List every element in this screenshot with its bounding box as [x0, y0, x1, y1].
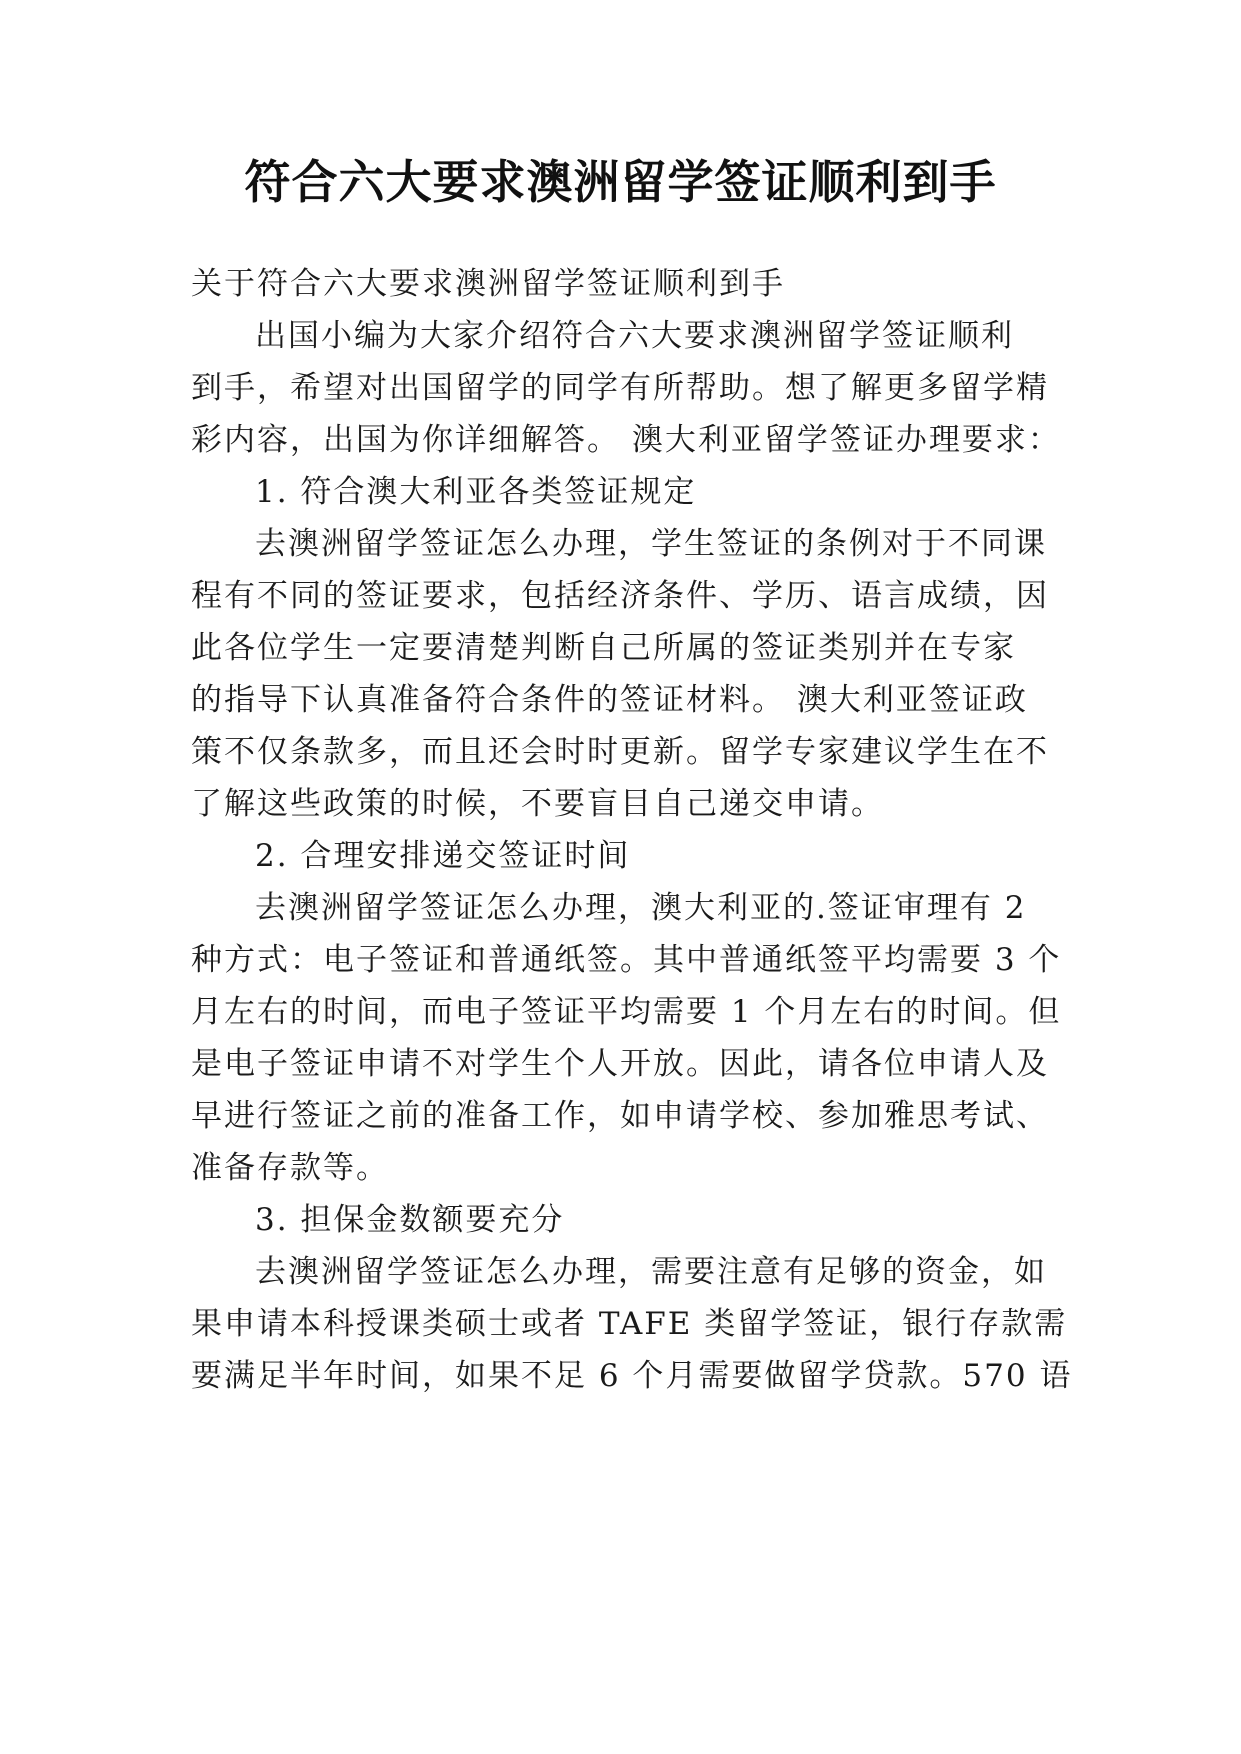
paragraph-line: 了解这些政策的时候，不要盲目自己递交申请。 — [191, 786, 884, 822]
paragraph-line: 要满足半年时间，如果不足 6 个月需要做留学贷款。570 语 — [191, 1358, 1073, 1394]
paragraph-line: 到手，希望对出国留学的同学有所帮助。想了解更多留学精 — [191, 370, 1049, 406]
paragraph-line: 出国小编为大家介绍符合六大要求澳洲留学签证顺利 — [255, 318, 1014, 354]
paragraph-line: 策不仅条款多，而且还会时时更新。留学专家建议学生在不 — [191, 734, 1049, 770]
paragraph-line: 早进行签证之前的准备工作，如申请学校、参加雅思考试、 — [191, 1098, 1049, 1134]
paragraph-line: 此各位学生一定要清楚判断自己所属的签证类别并在专家 — [191, 630, 1016, 666]
intro-heading-line: 关于符合六大要求澳洲留学签证顺利到手 — [191, 266, 785, 302]
section-heading-2: 2. 合理安排递交签证时间 — [255, 838, 631, 874]
section-heading-3: 3. 担保金数额要充分 — [255, 1202, 565, 1238]
paragraph-line: 种方式：电子签证和普通纸签。其中普通纸签平均需要 3 个 — [191, 942, 1062, 978]
paragraph-line: 月左右的时间，而电子签证平均需要 1 个月左右的时间。但 — [191, 994, 1062, 1030]
paragraph-line: 的指导下认真准备符合条件的签证材料。 澳大利亚签证政 — [191, 682, 1028, 718]
section-heading-1: 1. 符合澳大利亚各类签证规定 — [255, 474, 697, 510]
paragraph-line: 彩内容，出国为你详细解答。 澳大利亚留学签证办理要求： — [191, 422, 1061, 458]
paragraph-line: 去澳洲留学签证怎么办理，学生签证的条例对于不同课 — [255, 526, 1047, 562]
paragraph-line: 准备存款等。 — [191, 1150, 389, 1186]
paragraph-line: 果申请本科授课类硕士或者 TAFE 类留学签证，银行存款需 — [191, 1306, 1068, 1342]
paragraph-line: 去澳洲留学签证怎么办理，澳大利亚的.签证审理有 2 — [255, 890, 1027, 926]
paragraph-line: 是电子签证申请不对学生个人开放。因此，请各位申请人及 — [191, 1046, 1049, 1082]
paragraph-line: 去澳洲留学签证怎么办理，需要注意有足够的资金，如 — [255, 1254, 1047, 1290]
paragraph-line: 程有不同的签证要求，包括经济条件、学历、语言成绩，因 — [191, 578, 1049, 614]
document-title: 符合六大要求澳洲留学签证顺利到手 — [244, 155, 997, 209]
